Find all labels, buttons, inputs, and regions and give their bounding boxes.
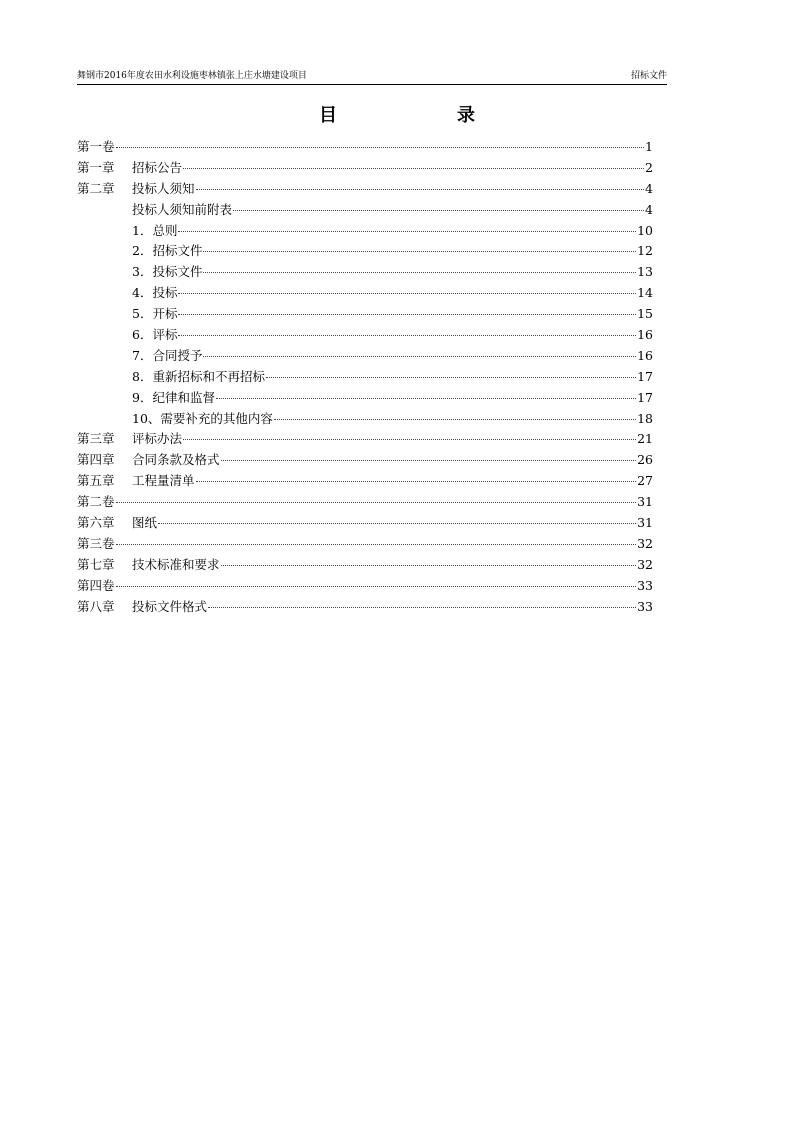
toc-label: 10、需要补充的其他内容: [132, 410, 273, 426]
toc-leader: [208, 607, 636, 608]
toc-entry[interactable]: [77, 221, 653, 242]
toc-entry[interactable]: [77, 346, 653, 367]
toc-page: 33: [637, 577, 653, 593]
toc-leader: [221, 565, 637, 566]
toc-page: 13: [637, 264, 653, 280]
toc-page: 4: [645, 201, 653, 217]
toc-label: 1．总则: [132, 222, 178, 238]
toc-label: 第二卷: [77, 494, 115, 510]
toc-entry[interactable]: [77, 513, 653, 534]
toc-label: 第一卷: [77, 139, 115, 154]
toc-label: 投标人须知: [132, 180, 195, 196]
toc-label: 9．纪律和监督: [132, 389, 215, 405]
toc-page: 1: [645, 139, 653, 154]
toc-page: 26: [637, 452, 653, 468]
toc-page: 2: [645, 159, 653, 175]
toc-leader: [203, 356, 636, 357]
page-header: [77, 70, 667, 85]
toc-chapter-number: 第八章: [77, 598, 115, 614]
toc-page: 16: [637, 347, 653, 363]
toc-entry[interactable]: [77, 325, 653, 346]
toc-label: 投标文件格式: [132, 598, 208, 614]
toc-label: 招标公告: [132, 159, 183, 175]
table-of-contents: [77, 137, 653, 617]
toc-entry[interactable]: [77, 283, 653, 304]
toc-page: 12: [637, 243, 653, 259]
header-project-name: 舞钢市2016年度农田水利设施枣林镇张上庄水塘建设项目: [77, 71, 307, 81]
toc-page: 31: [637, 515, 653, 531]
toc-leader: [116, 502, 637, 503]
toc-label: 投标人须知前附表: [132, 201, 233, 217]
toc-leader: [116, 586, 637, 587]
toc-label: 评标办法: [132, 431, 183, 447]
toc-chapter-number: 第四章: [77, 452, 115, 468]
header-doc-type: 招标文件: [630, 71, 667, 81]
toc-entry[interactable]: [77, 409, 653, 430]
toc-entry[interactable]: [77, 200, 653, 221]
toc-entry[interactable]: [77, 429, 653, 450]
toc-label: 合同条款及格式: [132, 452, 220, 468]
toc-label: 6．评标: [132, 327, 178, 343]
toc-leader: [266, 377, 636, 378]
toc-entry[interactable]: [77, 492, 653, 513]
toc-page: 17: [637, 389, 653, 405]
toc-chapter-number: 第一章: [77, 159, 115, 175]
toc-entry[interactable]: [77, 450, 653, 471]
toc-label: 图纸: [132, 515, 158, 531]
toc-page: 15: [637, 306, 653, 322]
toc-leader: [116, 147, 644, 148]
toc-label: 技术标准和要求: [132, 556, 220, 572]
toc-leader: [178, 314, 636, 315]
toc-entry[interactable]: [77, 262, 653, 283]
toc-leader: [203, 272, 636, 273]
toc-leader: [178, 335, 636, 336]
toc-page: 21: [637, 431, 653, 447]
toc-entry[interactable]: [77, 555, 653, 576]
toc-page: 31: [637, 494, 653, 510]
toc-leader: [196, 481, 637, 482]
toc-leader: [183, 439, 636, 440]
toc-label: 5．开标: [132, 306, 178, 322]
toc-label: 第四卷: [77, 577, 115, 593]
toc-label: 工程量清单: [132, 473, 195, 489]
toc-leader: [178, 293, 636, 294]
toc-label: 2．招标文件: [132, 243, 203, 259]
toc-leader: [274, 419, 636, 420]
toc-chapter-number: 第七章: [77, 556, 115, 572]
toc-page: 17: [637, 368, 653, 384]
toc-entry[interactable]: [77, 367, 653, 388]
toc-page: 27: [637, 473, 653, 489]
toc-entry[interactable]: [77, 158, 653, 179]
toc-entry[interactable]: [77, 597, 653, 618]
toc-leader: [221, 460, 637, 461]
toc-chapter-number: 第六章: [77, 515, 115, 531]
toc-page: 16: [637, 327, 653, 343]
toc-entry[interactable]: [77, 179, 653, 200]
toc-leader: [203, 251, 636, 252]
toc-leader: [216, 398, 636, 399]
toc-page: 33: [637, 598, 653, 614]
toc-entry[interactable]: [77, 534, 653, 555]
toc-page: 4: [645, 180, 653, 196]
toc-entry[interactable]: [77, 471, 653, 492]
toc-label: 第三卷: [77, 535, 115, 551]
toc-entry[interactable]: [77, 304, 653, 325]
toc-title: 目 录: [319, 105, 503, 126]
toc-page: 32: [637, 535, 653, 551]
toc-chapter-number: 第三章: [77, 431, 115, 447]
toc-label: 7．合同授予: [132, 347, 203, 363]
toc-label: 8．重新招标和不再招标: [132, 368, 265, 384]
toc-label: 3．投标文件: [132, 264, 203, 280]
toc-leader: [196, 189, 644, 190]
toc-label: 4．投标: [132, 285, 178, 301]
toc-entry[interactable]: [77, 576, 653, 597]
toc-leader: [116, 544, 637, 545]
toc-leader: [233, 210, 644, 211]
toc-entry[interactable]: [77, 137, 653, 158]
toc-leader: [183, 168, 644, 169]
toc-page: 10: [637, 222, 653, 238]
toc-leader: [158, 523, 636, 524]
toc-chapter-number: 第二章: [77, 180, 115, 196]
toc-entry[interactable]: [77, 388, 653, 409]
toc-entry[interactable]: [77, 241, 653, 262]
toc-page: 14: [637, 285, 653, 301]
toc-page: 32: [637, 556, 653, 572]
toc-page: 18: [637, 410, 653, 426]
toc-chapter-number: 第五章: [77, 473, 115, 489]
toc-leader: [178, 231, 636, 232]
